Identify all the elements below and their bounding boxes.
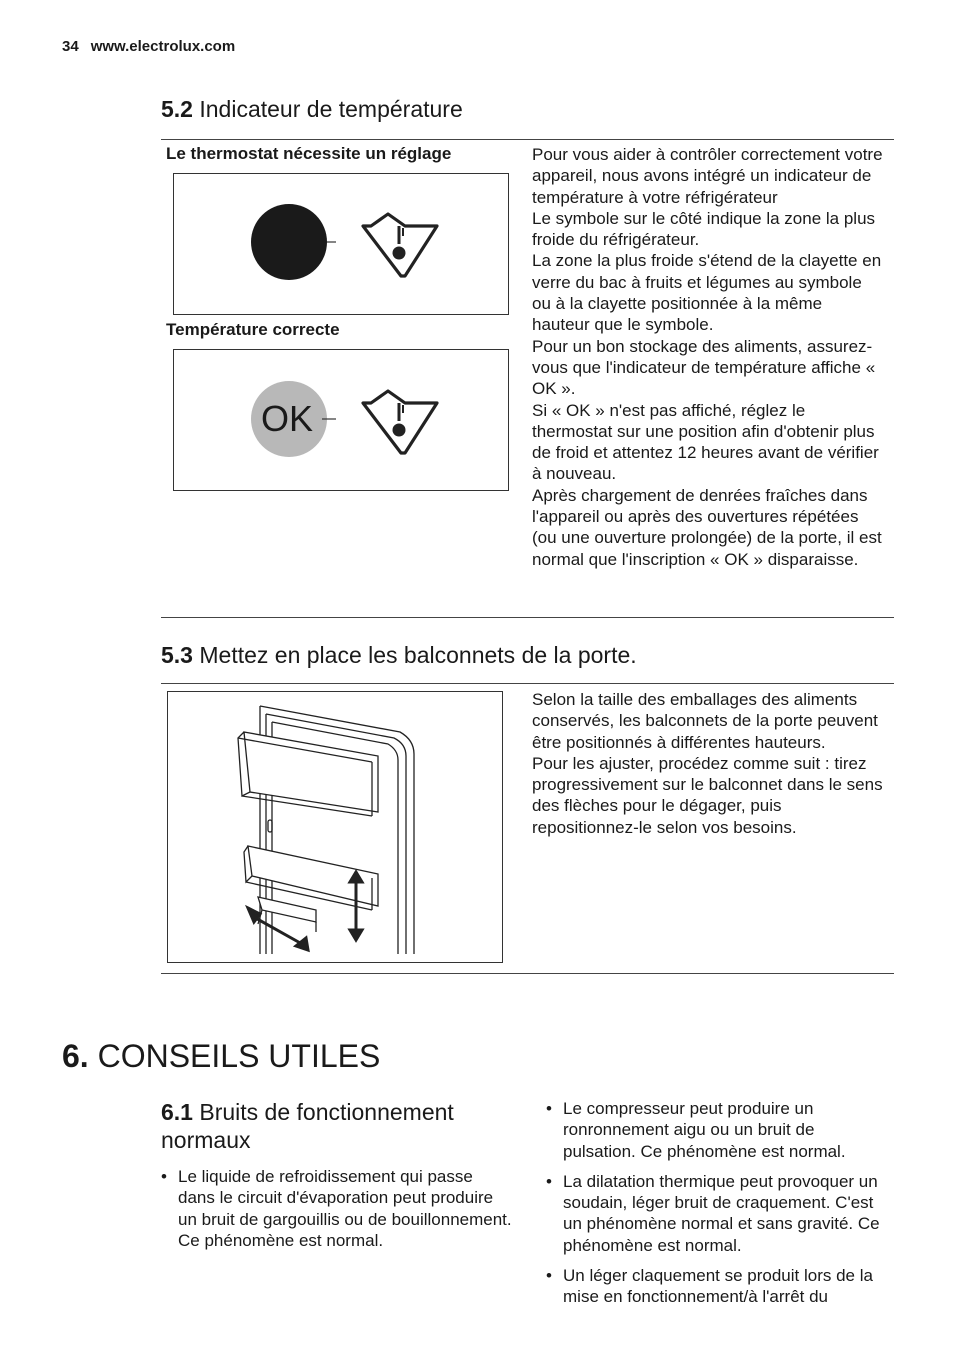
indicator-figure-ok (173, 349, 509, 491)
section-6-1-heading (161, 1098, 454, 1154)
paragraph: Pour vous aider à contrôler correctement votre appareil, nous avons intégré un indicateur de température à votre réfrigérateur (532, 145, 883, 207)
cold-zone-symbol-icon (363, 391, 437, 453)
list-item: • Le liquide de refroidissement qui passe dans le circuit d'évaporation peut produire un bruit de gargouillis ou de bouillonnement. Ce phénomène est normal. (161, 1166, 513, 1251)
list-item: • La dilatation thermique peut provoquer un soudain, léger bruit de craquement. C'est un phénomène normal et sans gravité. Ce phénomène est normal. (546, 1171, 891, 1256)
paragraph: Pour un bon stockage des aliments, assurez-vous que l'indicateur de température affiche « OK ». (532, 336, 876, 399)
chapter-6-heading (62, 1038, 380, 1075)
section-5-3-text (532, 689, 884, 838)
thermostat-indicator-ok-icon (174, 350, 508, 490)
chapter-number: 6. (62, 1038, 89, 1074)
section-number: 5.3 (161, 642, 193, 668)
cold-zone-symbol-icon (363, 214, 437, 276)
page-number: 34 (62, 38, 79, 55)
bullet-list-left (161, 1166, 513, 1260)
section-5-3-heading (161, 642, 637, 669)
divider (161, 683, 894, 684)
ok-label: OK (261, 398, 314, 439)
paragraph: Si « OK » n'est pas affiché, réglez le thermostat sur une position afin d'obtenir plus de froid et attentez 12 heures avant de vérifier à nouveau. (532, 400, 879, 484)
section-title: Bruits de fonctionnement (199, 1099, 454, 1125)
paragraph: Après chargement de denrées fraîches dans l'appareil ou après des ouvertures répétées (ou une ouverture prolongée) de la porte, il est normal que l'inscription « OK » disparaisse. (532, 485, 882, 569)
door-shelf-illustration (167, 691, 503, 963)
page-header (62, 38, 235, 55)
thermostat-indicator-dark-icon (174, 174, 508, 314)
list-item: • Le compresseur peut produire un ronronnement aigu ou un bruit de pulsation. Ce phénomène est normal. (546, 1098, 891, 1162)
section-title-line2: normaux (161, 1127, 251, 1153)
paragraph: Le symbole sur le côté indique la zone la plus froide du réfrigérateur. (532, 208, 876, 250)
label-correct-temperature: Température correcte (166, 320, 340, 339)
section-number: 6.1 (161, 1099, 193, 1125)
bullet-list-right (546, 1098, 891, 1317)
website: www.electrolux.com (90, 38, 236, 55)
list-item: • Un léger claquement se produit lors de la mise en fonctionnement/à l'arrêt du (546, 1265, 891, 1308)
section-5-2-text (532, 144, 884, 570)
chapter-title: CONSEILS UTILES (97, 1038, 381, 1074)
paragraph: La zone la plus froide s'étend de la clayette en verre du bac à fruits et légumes au symbole ou à la clayette positionnée à la même hauteur que le symbole. (532, 251, 882, 335)
divider (161, 139, 894, 140)
section-number: 5.2 (161, 96, 193, 122)
divider (161, 973, 894, 974)
section-title: Mettez en place les balconnets de la porte. (199, 642, 637, 668)
paragraph: Selon la taille des emballages des aliments conservés, les balconnets de la porte peuvent être positionnés à différentes hauteurs. (532, 690, 878, 752)
section-5-2-heading (161, 96, 463, 123)
section-title: Indicateur de température (199, 96, 463, 122)
paragraph: Pour les ajuster, procédez comme suit : tirez progressivement sur le balconnet dans le sens des flèches pour le dégager, puis repositionnez-le selon vos besoins. (532, 753, 883, 837)
divider (161, 617, 894, 618)
label-adjust-needed: Le thermostat nécessite un réglage (166, 144, 452, 163)
indicator-figure-adjust (173, 173, 509, 315)
